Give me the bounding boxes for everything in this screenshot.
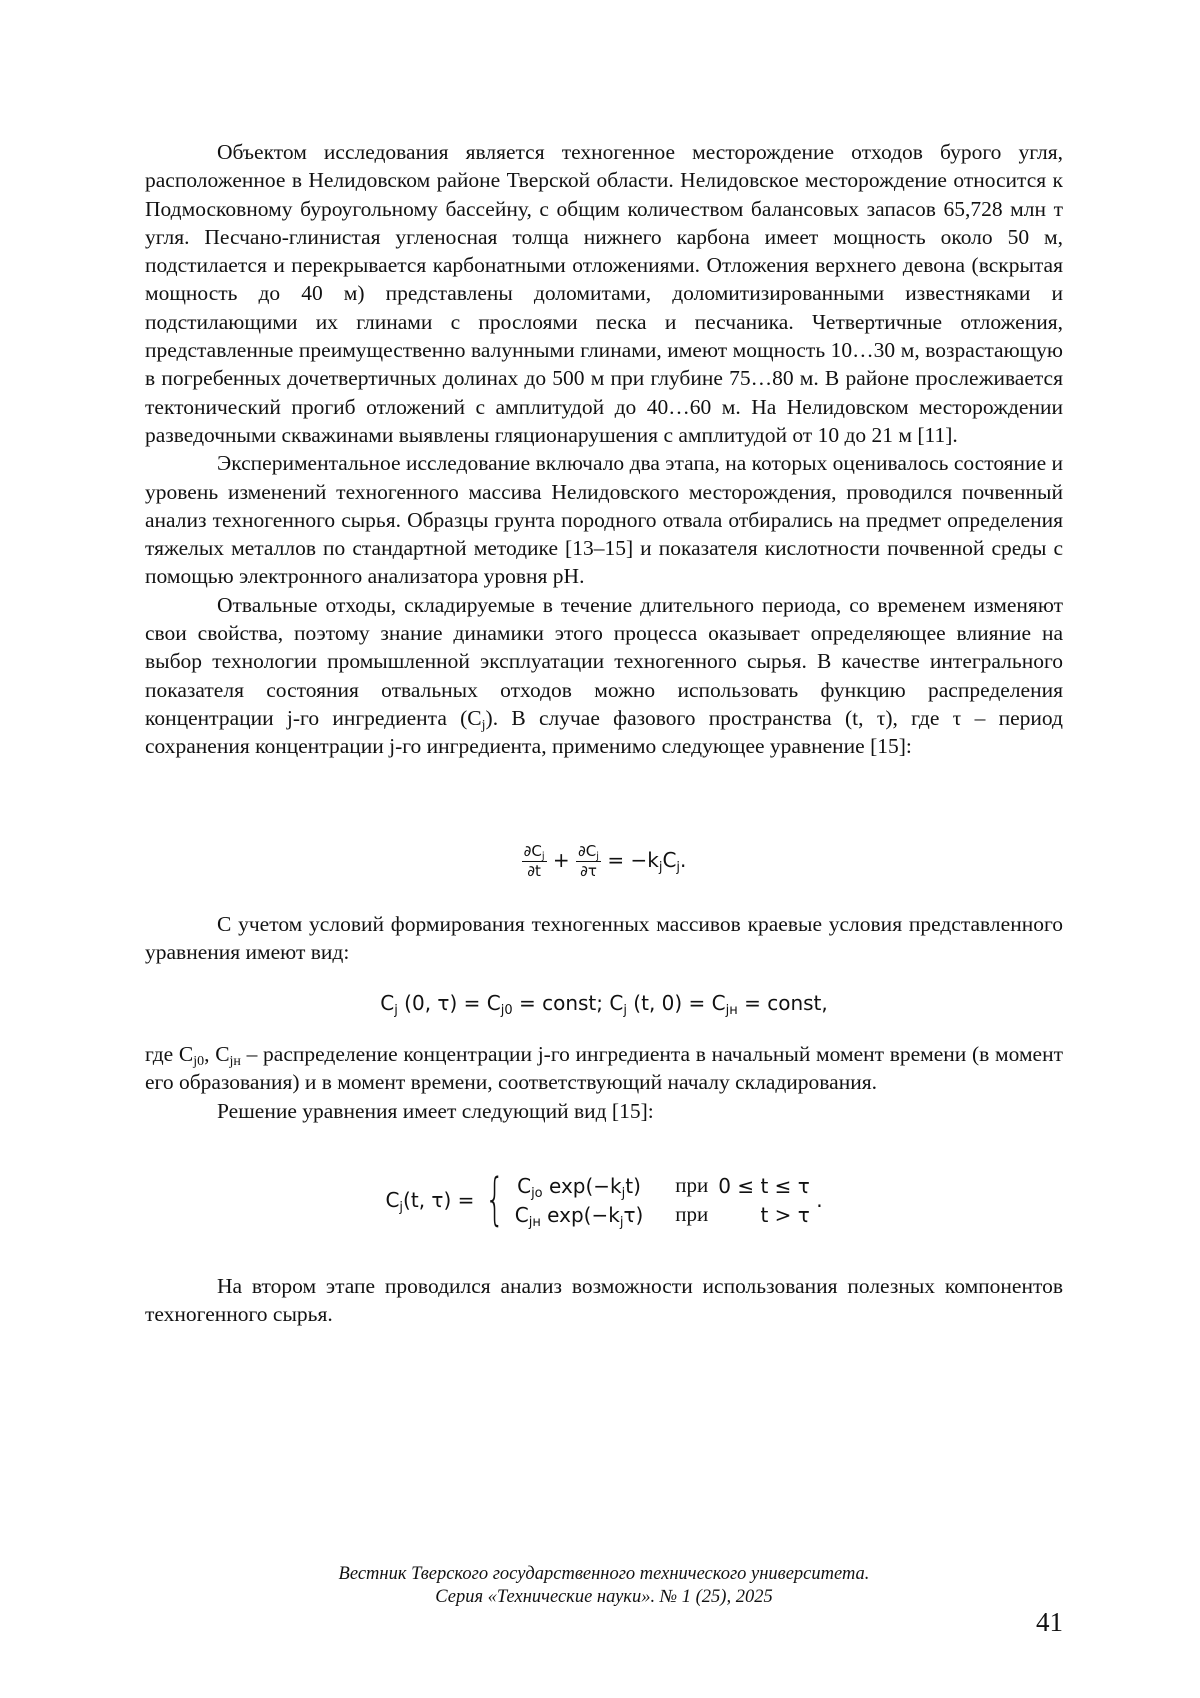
paragraph-object-of-study: Объектом исследования является техногенное месторождение отходов бурого угля, расположенное в Нелидовском районе Тверской области. Нелидовское месторождение относится к Подмосковному буроугольному бассейну, с общим количеством балансовых запасов 65,728 млн т угля. Песчано-глинистая угленосная толща нижнего карбона имеет мощность около 50 м, подстилается и перекрывается карбонатными отложениями. Отложения верхнего девона (вскрытая мощность до 40 м) представлены доломитами, доломитизированными известняками и подстилающими их глинами с прослоями песка и песчаника. Четвертичные отложения, представленные преимущественно валунными глинами, имеют мощность 10…30 м, возрастающую в погребенных дочетвертичных долинах до 500 м при глубине 75…80 м. В районе прослеживается тектонический прогиб отложений с амплитудой до 40…60 м. На Нелидовском месторождении разведочными скважинами выявлены гляционарушения с амплитудой от 10 до 21 м [11]. [145, 138, 1063, 449]
paragraph-experimental-study: Экспериментальное исследование включало два этапа, на которых оценивалось состояние и уровень изменений техногенного массива Нелидовского месторождения, проводился почвенный анализ техногенного сырья. Образцы грунта породного отвала отбирались на предмет определения тяжелых металлов по стандартной методике [13–15] и показателя кислотности почвенной среды с помощью электронного анализатора уровня pH. [145, 449, 1063, 590]
solution-period: . [816, 1188, 822, 1212]
equation-boundary-conditions: Cj (0, τ) = Cj0 = const; Cj (t, 0) = Cjн = const, [145, 991, 1063, 1015]
body-text-top [145, 138, 1063, 761]
solution-lhs: Cj(t, τ) = [385, 1188, 474, 1212]
equation-solution [145, 1171, 1063, 1229]
case-row-2: Cjн exp(−kjτ) при t > τ [515, 1200, 810, 1229]
page-number: 41 [1036, 1607, 1063, 1638]
footer-series-issue: Серия «Технические науки». № 1 (25), 2025 [145, 1586, 1063, 1609]
fraction-dc-dt: ∂Cj ∂t [522, 842, 547, 881]
journal-page [0, 0, 1200, 1698]
body-text-middle [145, 1040, 1063, 1125]
paragraph-where: где Cj0, Cjн – распределение концентрации j-го ингредиента в начальный момент времени (в момент его образования) и в момент времени, соответствующий началу складирования. [145, 1040, 1063, 1097]
paragraph-solution-intro: Решение уравнения имеет следующий вид [15]: [145, 1097, 1063, 1125]
case-row-1: Cjo exp(−kjt) при 0 ≤ t ≤ τ [515, 1171, 810, 1200]
plus-sign: + [553, 848, 570, 872]
footer-journal-title: Вестник Тверского государственного технического университета. [145, 1563, 1063, 1586]
journal-footer [145, 1563, 1063, 1609]
boundary-conditions-intro [145, 910, 1063, 967]
paragraph-boundary-conditions: С учетом условий формирования техногенных массивов краевые условия представленного уравнения имеют вид: [145, 910, 1063, 967]
body-text-bottom [145, 1272, 1063, 1329]
equation-rhs: = −kjCj. [607, 848, 686, 872]
solution-cases [515, 1171, 810, 1229]
left-brace: { [485, 1172, 505, 1228]
fraction-dc-dtau: ∂Cj ∂τ [576, 842, 601, 881]
paragraph-dump-waste: Отвальные отходы, складируемые в течение длительного периода, со временем изменяют свои свойства, поэтому знание динамики этого процесса оказывает определяющее влияние на выбор технологии промышленной эксплуатации техногенного сырья. В качестве интегрального показателя состояния отвальных отходов можно использовать функцию распределения концентрации j-го ингредиента (Cj). В случае фазового пространства (t, τ), где τ – период сохранения концентрации j-го ингредиента, применимо следующее уравнение [15]: [145, 591, 1063, 761]
paragraph-second-stage: На втором этапе проводился анализ возможности использования полезных компонентов техногенного сырья. [145, 1272, 1063, 1329]
equation-pde [145, 842, 1063, 881]
